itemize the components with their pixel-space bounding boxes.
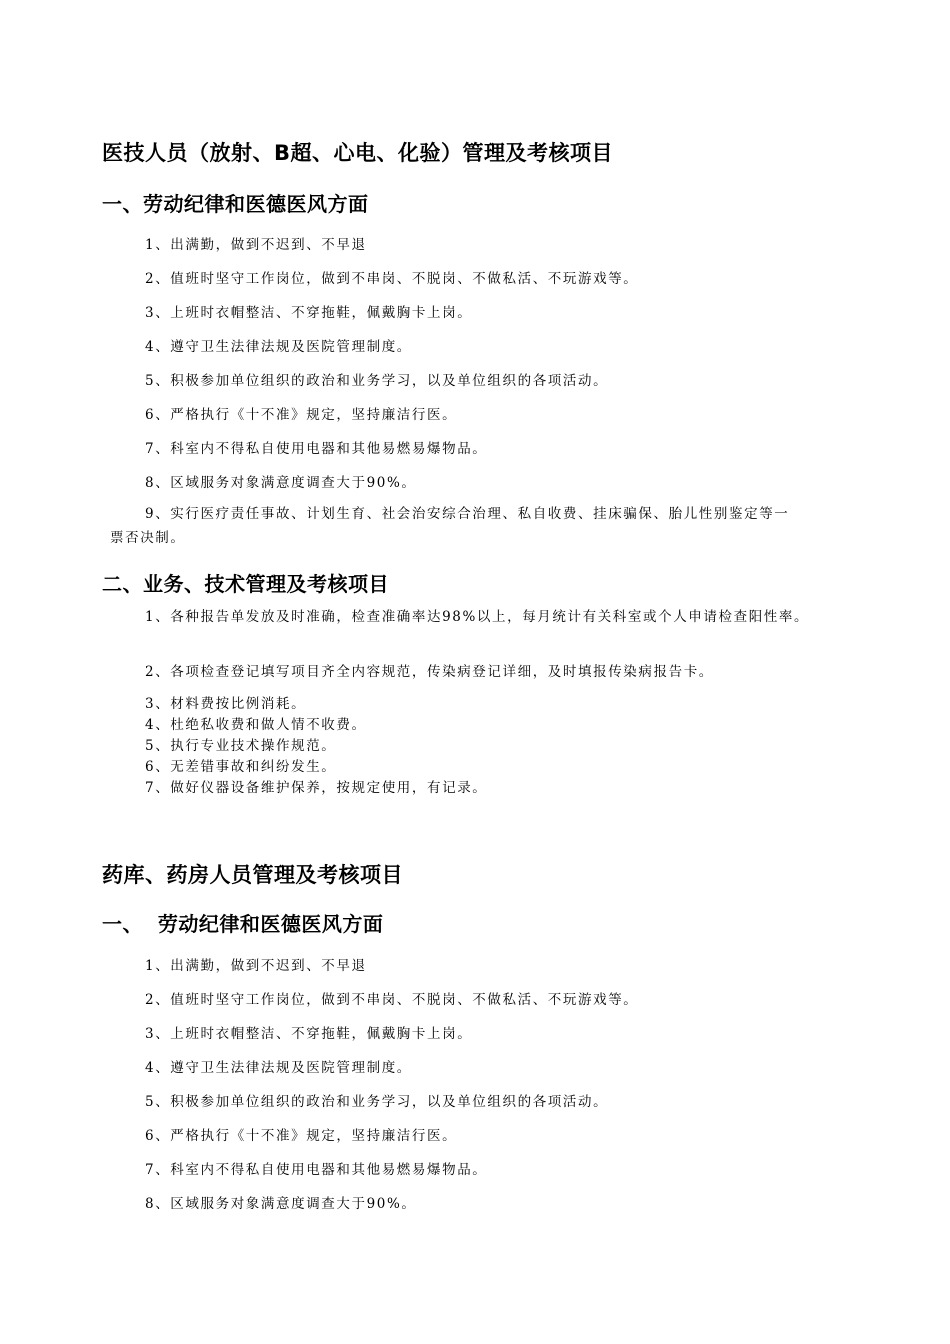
list-item: 5、积极参加单位组织的政治和业务学习，以及单位组织的各项活动。	[145, 1094, 609, 1110]
list-item: 7、科室内不得私自使用电器和其他易燃易爆物品。	[145, 441, 488, 457]
section-title: 医技人员（放射、B超、心电、化验）管理及考核项目	[102, 141, 614, 165]
list-item: 6、严格执行《十不准》规定，坚持廉洁行医。	[145, 407, 458, 423]
section-title: 药库、药房人员管理及考核项目	[102, 863, 403, 887]
section-heading: 一、劳动纪律和医德医风方面	[102, 192, 369, 216]
list-item: 1、各种报告单发放及时准确，检查准确率达98%以上，每月统计有关科室或个人申请检查阳性率。	[145, 609, 810, 625]
list-item: 2、各项检查登记填写项目齐全内容规范，传染病登记详细，及时填报传染病报告卡。	[145, 664, 714, 680]
list-item: 9、实行医疗责任事故、计划生育、社会治安综合治理、私自收费、挂床骗保、胎儿性别鉴定等一票否决制。	[110, 506, 790, 546]
list-item: 1、出满勤，做到不迟到、不早退	[145, 958, 367, 974]
list-item: 2、值班时坚守工作岗位，做到不串岗、不脱岗、不做私活、不玩游戏等。	[145, 992, 639, 1008]
list-item: 6、无差错事故和纠纷发生。	[145, 759, 337, 775]
section-heading: 二、业务、技术管理及考核项目	[102, 572, 389, 596]
list-item: 2、值班时坚守工作岗位，做到不串岗、不脱岗、不做私活、不玩游戏等。	[145, 271, 639, 287]
list-item: 7、做好仪器设备维护保养，按规定使用，有记录。	[145, 780, 488, 796]
list-item: 3、上班时衣帽整洁、不穿拖鞋，佩戴胸卡上岗。	[145, 305, 473, 321]
list-item: 5、执行专业技术操作规范。	[145, 738, 337, 754]
list-item: 7、科室内不得私自使用电器和其他易燃易爆物品。	[145, 1162, 488, 1178]
list-item: 4、杜绝私收费和做人情不收费。	[145, 717, 367, 733]
list-item: 3、上班时衣帽整洁、不穿拖鞋，佩戴胸卡上岗。	[145, 1026, 473, 1042]
list-item: 3、材料费按比例消耗。	[145, 696, 307, 712]
list-item: 4、遵守卫生法律法规及医院管理制度。	[145, 1060, 412, 1076]
list-item: 6、严格执行《十不准》规定，坚持廉洁行医。	[145, 1128, 458, 1144]
section-heading: 一、 劳动纪律和医德医风方面	[102, 912, 384, 936]
list-item: 8、区域服务对象满意度调查大于90%。	[145, 1196, 417, 1212]
list-item: 8、区域服务对象满意度调查大于90%。	[145, 475, 417, 491]
list-item: 4、遵守卫生法律法规及医院管理制度。	[145, 339, 412, 355]
list-item: 1、出满勤，做到不迟到、不早退	[145, 237, 367, 253]
list-item: 5、积极参加单位组织的政治和业务学习，以及单位组织的各项活动。	[145, 373, 609, 389]
